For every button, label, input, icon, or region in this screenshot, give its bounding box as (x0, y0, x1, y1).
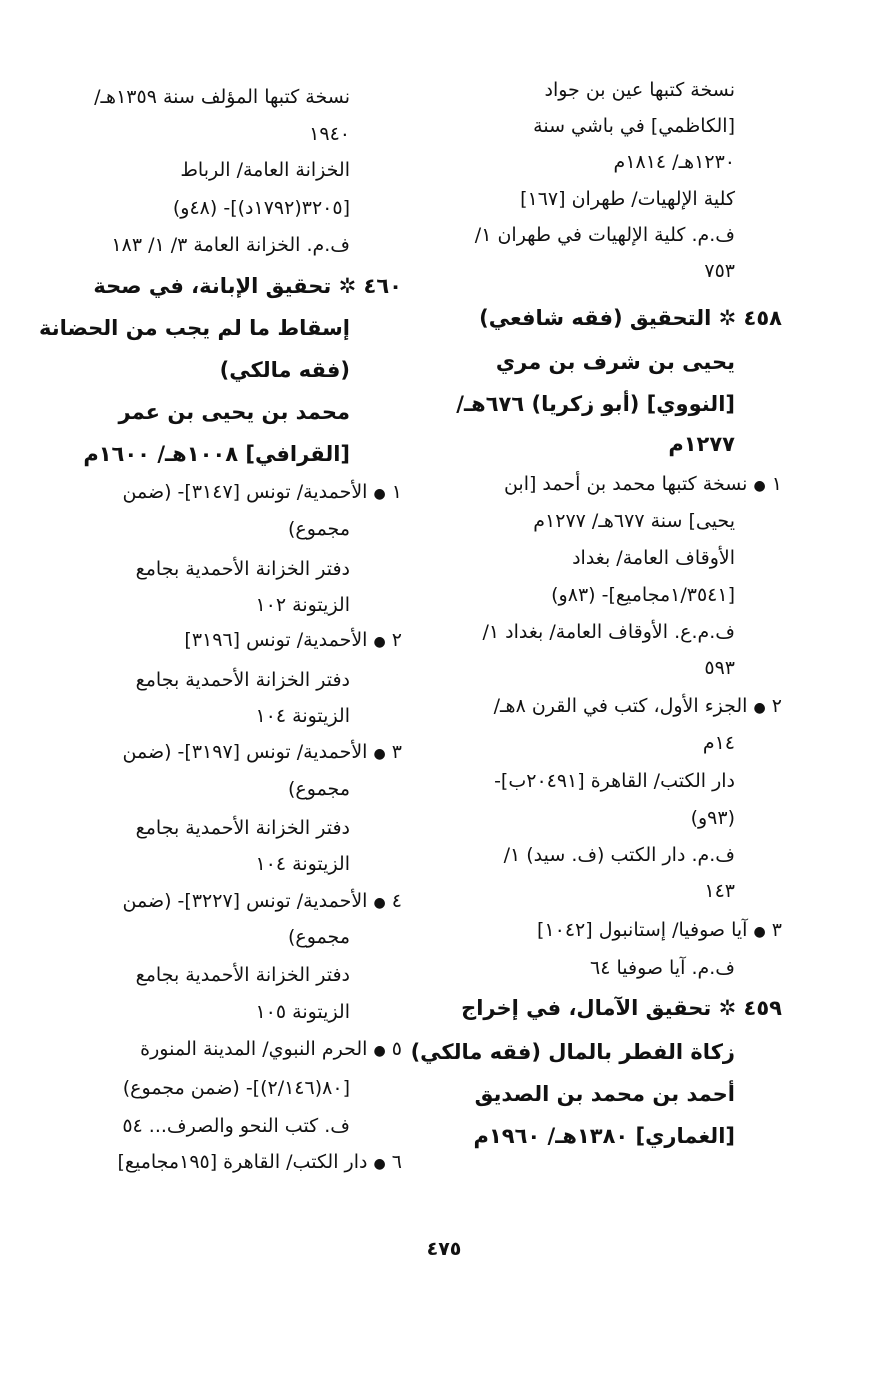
text-line: ٥٩٣ (704, 657, 735, 679)
page-number: ٤٧٥ (426, 1238, 462, 1260)
text-line: نسخة كتبها عين بن جواد (544, 79, 735, 101)
title-line: زكاة الفطر بالمال (فقه مالكي) (410, 1040, 735, 1064)
text-line: الخزانة العامة/ الرباط (180, 159, 350, 181)
author-line: [الغماري] ١٣٨٠هـ/ ١٩٦٠م (473, 1124, 735, 1148)
author-line: محمد بن يحيى بن عمر (118, 400, 350, 424)
text-line: الزيتونة ١٠٤ (255, 853, 350, 875)
text-line: يحيى] سنة ٦٧٧هـ/ ١٢٧٧م (533, 510, 735, 532)
entry-number: ٤٥٨ (743, 306, 782, 330)
item-number: ١ (391, 481, 402, 503)
text-line: الزيتونة ١٠٥ (255, 1001, 350, 1023)
text-line: ١٢٣٠هـ/ ١٨١٤م (613, 151, 735, 173)
entry-heading (461, 994, 782, 1022)
bullet-icon: ● (373, 1043, 386, 1059)
list-item: ٢ ● الجزء الأول، كتب في القرن ٨هـ/ (493, 695, 782, 717)
author-line: أحمد بن محمد بن الصديق (474, 1082, 735, 1106)
text-line: ١٤٣ (704, 880, 735, 902)
entry-number: ٤٦٠ (363, 274, 402, 298)
bullet-icon: ● (373, 1156, 386, 1172)
text-line: دار الكتب/ القاهرة [٢٠٤٩١ب]- (494, 770, 735, 792)
text-line: ف.م. الخزانة العامة ٣/ ١/ ١٨٣ (111, 234, 350, 256)
text-line: مجموع) (288, 926, 350, 948)
entry-title: التحقيق (فقه شافعي) (479, 306, 712, 330)
text-line: كلية الإلهيات/ طهران [١٦٧] (520, 188, 735, 210)
text-line: دفتر الخزانة الأحمدية بجامع (135, 964, 350, 986)
text-line: مجموع) (288, 518, 350, 540)
title-line: إسقاط ما لم يجب من الحضانة (38, 316, 350, 340)
bullet-icon: ● (753, 924, 766, 940)
item-number: ٢ (771, 695, 782, 717)
list-item: ٣ ● آيا صوفيا/ إستانبول [١٠٤٢] (537, 919, 782, 941)
text-line: [الكاظمي] في باشي سنة (533, 115, 735, 137)
entry-number: ٤٥٩ (743, 996, 782, 1020)
text-line: الزيتونة ١٠٤ (255, 705, 350, 727)
bullet-icon: ● (373, 895, 386, 911)
star-icon: ✲ (718, 306, 737, 330)
bullet-icon: ● (753, 700, 766, 716)
text-line: مجموع) (288, 778, 350, 800)
bullet-icon: ● (753, 478, 766, 494)
entry-title: تحقيق الإبانة، في صحة (93, 274, 332, 298)
text-line: [٣٢٠٥(١٧٩٢د)]- (٤٨و) (172, 197, 350, 219)
text-line: ١٤م (702, 732, 735, 754)
item-number: ٣ (391, 741, 402, 763)
text-line: نسخة كتبها المؤلف سنة ١٣٥٩هـ/ (94, 86, 350, 108)
author-line: [النووي] (أبو زكريا) ٦٧٦هـ/ (456, 392, 735, 416)
item-number: ١ (771, 473, 782, 495)
title-line: (فقه مالكي) (219, 358, 350, 382)
text-line: ف.م. دار الكتب (ف. سيد) ١/ (503, 844, 735, 866)
author-line: [القرافي] ١٠٠٨هـ/ ١٦٠٠م (83, 442, 350, 466)
text-line: [٨٠(٢/١٤٦)]- (ضمن مجموع) (122, 1077, 350, 1099)
list-item: ٢ ● الأحمدية/ تونس [٣١٩٦] (184, 629, 402, 651)
list-item: ٥ ● الحرم النبوي/ المدينة المنورة (140, 1038, 402, 1060)
list-item: ٦ ● دار الكتب/ القاهرة [١٩٥مجاميع] (117, 1151, 402, 1173)
author-line: يحيى بن شرف بن مري (495, 350, 735, 374)
bullet-icon: ● (373, 746, 386, 762)
bullet-icon: ● (373, 634, 386, 650)
text-line: ف.م. كلية الإلهيات في طهران ١/ (474, 224, 735, 246)
item-number: ٢ (391, 629, 402, 651)
text-line: دفتر الخزانة الأحمدية بجامع (135, 558, 350, 580)
list-item: ١ ● نسخة كتبها محمد بن أحمد [ابن (503, 473, 782, 495)
item-number: ٤ (391, 890, 402, 912)
text-line: [١/٣٥٤١مجاميع]- (٨٣و) (551, 584, 735, 606)
bullet-icon: ● (373, 486, 386, 502)
text-line: ف.م.ع. الأوقاف العامة/ بغداد ١/ (482, 621, 735, 643)
item-number: ٥ (391, 1038, 402, 1060)
star-icon: ✲ (338, 274, 357, 298)
list-item: ١ ● الأحمدية/ تونس [٣١٤٧]- (ضمن (122, 481, 402, 503)
text-line: دفتر الخزانة الأحمدية بجامع (135, 669, 350, 691)
star-icon: ✲ (718, 996, 737, 1020)
text-line: دفتر الخزانة الأحمدية بجامع (135, 817, 350, 839)
text-line: ٧٥٣ (704, 260, 735, 282)
text-line: الأوقاف العامة/ بغداد (572, 547, 735, 569)
list-item: ٣ ● الأحمدية/ تونس [٣١٩٧]- (ضمن (122, 741, 402, 763)
list-item: ٤ ● الأحمدية/ تونس [٣٢٢٧]- (ضمن (122, 890, 402, 912)
entry-title: تحقيق الآمال، في إخراج (461, 996, 712, 1020)
entry-heading (93, 272, 402, 300)
text-line: (٩٣و) (690, 807, 735, 829)
entry-heading (479, 304, 782, 332)
author-line: ١٢٧٧م (668, 432, 735, 456)
text-line: الزيتونة ١٠٢ (255, 594, 350, 616)
text-line: ف. كتب النحو والصرف... ٥٤ (122, 1115, 350, 1137)
item-number: ٦ (391, 1151, 402, 1173)
text-line: ف.م. آيا صوفيا ٦٤ (590, 957, 735, 979)
item-number: ٣ (771, 919, 782, 941)
text-line: ١٩٤٠ (309, 123, 350, 145)
